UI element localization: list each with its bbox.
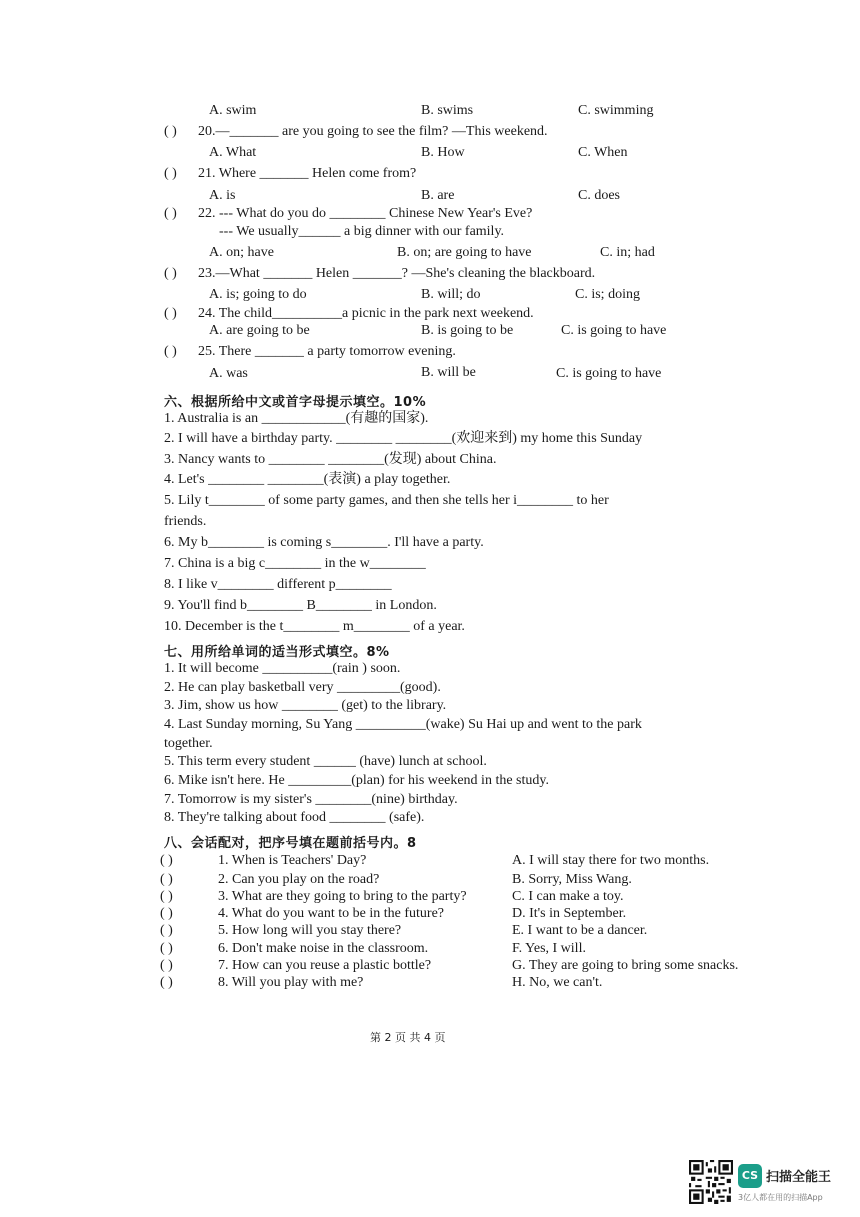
s8-bracket-1[interactable]: ( ) xyxy=(160,853,173,868)
q20-text: 20.—_______ are you going to see the film? —This weekend. xyxy=(198,124,548,139)
q21-option-c: C. does xyxy=(578,188,620,203)
s7-item-8: 8. They're talking about food ________ (safe). xyxy=(164,810,425,825)
s6-item-5: 5. Lily t________ of some party games, and then she tells her i________ to her xyxy=(164,493,609,508)
q22-option-b: B. on; are going to have xyxy=(397,245,532,260)
s8-bracket-2[interactable]: ( ) xyxy=(160,872,173,887)
s8-bracket-3[interactable]: ( ) xyxy=(160,889,173,904)
q22-option-a: A. on; have xyxy=(209,245,274,260)
s6-item-2: 2. I will have a birthday party. ________ ________(欢迎来到) my home this Sunday xyxy=(164,431,643,446)
q25-option-a: A. was xyxy=(209,366,248,381)
q21-bracket[interactable]: ( ) xyxy=(164,166,177,181)
scanner-slogan: 3亿人都在用的扫描App xyxy=(738,1193,823,1202)
s6-item-5-cont: friends. xyxy=(164,514,207,529)
s8-bracket-4[interactable]: ( ) xyxy=(160,906,173,921)
q21-text: 21. Where _______ Helen come from? xyxy=(198,166,417,181)
s8-answer-a: A. I will stay there for two months. xyxy=(512,853,710,868)
q24-bracket[interactable]: ( ) xyxy=(164,306,177,321)
q23-text: 23.—What _______ Helen _______? —She's cleaning the blackboard. xyxy=(198,266,596,281)
s8-answer-f: F. Yes, I will. xyxy=(512,941,586,956)
s7-item-6: 6. Mike isn't here. He _________(plan) for his weekend in the study. xyxy=(164,773,549,788)
q20-option-c: C. When xyxy=(578,145,628,160)
q19-option-b: B. swims xyxy=(421,103,474,118)
section-6-title: 六、根据所给中文或首字母提示填空。10% xyxy=(164,395,427,410)
q19-option-a: A. swim xyxy=(209,103,257,118)
s8-question-7: 7. How can you reuse a plastic bottle? xyxy=(218,958,432,973)
s8-answer-e: E. I want to be a dancer. xyxy=(512,923,648,938)
s8-bracket-8[interactable]: ( ) xyxy=(160,975,173,990)
s6-item-9: 9. You'll find b________ B________ in London. xyxy=(164,598,437,613)
q22-text-2: --- We usually______ a big dinner with our family. xyxy=(219,224,505,239)
s8-bracket-6[interactable]: ( ) xyxy=(160,941,173,956)
s8-question-2: 2. Can you play on the road? xyxy=(218,872,380,887)
q21-option-b: B. are xyxy=(421,188,455,203)
s8-answer-h: H. No, we can't. xyxy=(512,975,603,990)
q20-bracket[interactable]: ( ) xyxy=(164,124,177,139)
q21-option-a: A. is xyxy=(209,188,236,203)
s8-bracket-5[interactable]: ( ) xyxy=(160,923,173,938)
s8-question-5: 5. How long will you stay there? xyxy=(218,923,402,938)
q20-option-b: B. How xyxy=(421,145,465,160)
s6-item-3: 3. Nancy wants to ________ ________(发现) about China. xyxy=(164,452,497,467)
qr-code-icon xyxy=(689,1160,733,1204)
q24-option-a: A. are going to be xyxy=(209,323,310,338)
q25-option-c: C. is going to have xyxy=(556,366,662,381)
s8-question-3: 3. What are they going to bring to the party? xyxy=(218,889,467,904)
q22-bracket[interactable]: ( ) xyxy=(164,206,177,221)
q23-option-a: A. is; going to do xyxy=(209,287,307,302)
s6-item-10: 10. December is the t________ m________ of a year. xyxy=(164,619,465,634)
q25-bracket[interactable]: ( ) xyxy=(164,344,177,359)
q20-option-a: A. What xyxy=(209,145,257,160)
page-number: 第 2 页 共 4 页 xyxy=(370,1031,446,1044)
q25-option-b: B. will be xyxy=(421,365,476,380)
scanner-app-name: 扫描全能王 xyxy=(766,1170,832,1185)
s8-question-6: 6. Don't make noise in the classroom. xyxy=(218,941,429,956)
s7-item-2: 2. He can play basketball very _________(good). xyxy=(164,680,441,695)
q24-option-b: B. is going to be xyxy=(421,323,514,338)
s8-question-4: 4. What do you want to be in the future? xyxy=(218,906,445,921)
s7-item-1: 1. It will become __________(rain ) soon. xyxy=(164,661,401,676)
s7-item-4-cont: together. xyxy=(164,736,213,751)
q25-text: 25. There _______ a party tomorrow evening. xyxy=(198,344,456,359)
section-8-title: 八、会话配对，把序号填在题前括号内。8 xyxy=(164,836,417,851)
s7-item-7: 7. Tomorrow is my sister's ________(nine) birthday. xyxy=(164,792,458,807)
s7-item-4: 4. Last Sunday morning, Su Yang __________(wake) Su Hai up and went to the park xyxy=(164,717,642,732)
q19-option-c: C. swimming xyxy=(578,103,654,118)
section-7-title: 七、用所给单词的适当形式填空。8% xyxy=(164,645,390,660)
s8-answer-c: C. I can make a toy. xyxy=(512,889,624,904)
s6-item-8: 8. I like v________ different p________ xyxy=(164,577,392,592)
cs-logo-icon: CS xyxy=(738,1164,762,1188)
s6-item-4: 4. Let's ________ ________(表演) a play together. xyxy=(164,472,451,487)
q24-text: 24. The child__________a picnic in the park next weekend. xyxy=(198,306,534,321)
s8-question-1: 1. When is Teachers' Day? xyxy=(218,853,367,868)
q22-option-c: C. in; had xyxy=(600,245,655,260)
q23-option-c: C. is; doing xyxy=(575,287,640,302)
q22-text: 22. --- What do you do ________ Chinese New Year's Eve? xyxy=(198,206,533,221)
s7-item-3: 3. Jim, show us how ________ (get) to the library. xyxy=(164,698,447,713)
s6-item-1: 1. Australia is an ____________(有趣的国家). xyxy=(164,411,429,426)
s6-item-7: 7. China is a big c________ in the w________ xyxy=(164,556,426,571)
q23-bracket[interactable]: ( ) xyxy=(164,266,177,281)
q23-option-b: B. will; do xyxy=(421,287,481,302)
s8-answer-b: B. Sorry, Miss Wang. xyxy=(512,872,632,887)
s7-item-5: 5. This term every student ______ (have) lunch at school. xyxy=(164,754,487,769)
q24-option-c: C. is going to have xyxy=(561,323,667,338)
s8-bracket-7[interactable]: ( ) xyxy=(160,958,173,973)
s8-answer-d: D. It's in September. xyxy=(512,906,627,921)
s8-question-8: 8. Will you play with me? xyxy=(218,975,364,990)
s6-item-6: 6. My b________ is coming s________. I'll have a party. xyxy=(164,535,484,550)
s8-answer-g: G. They are going to bring some snacks. xyxy=(512,958,739,973)
